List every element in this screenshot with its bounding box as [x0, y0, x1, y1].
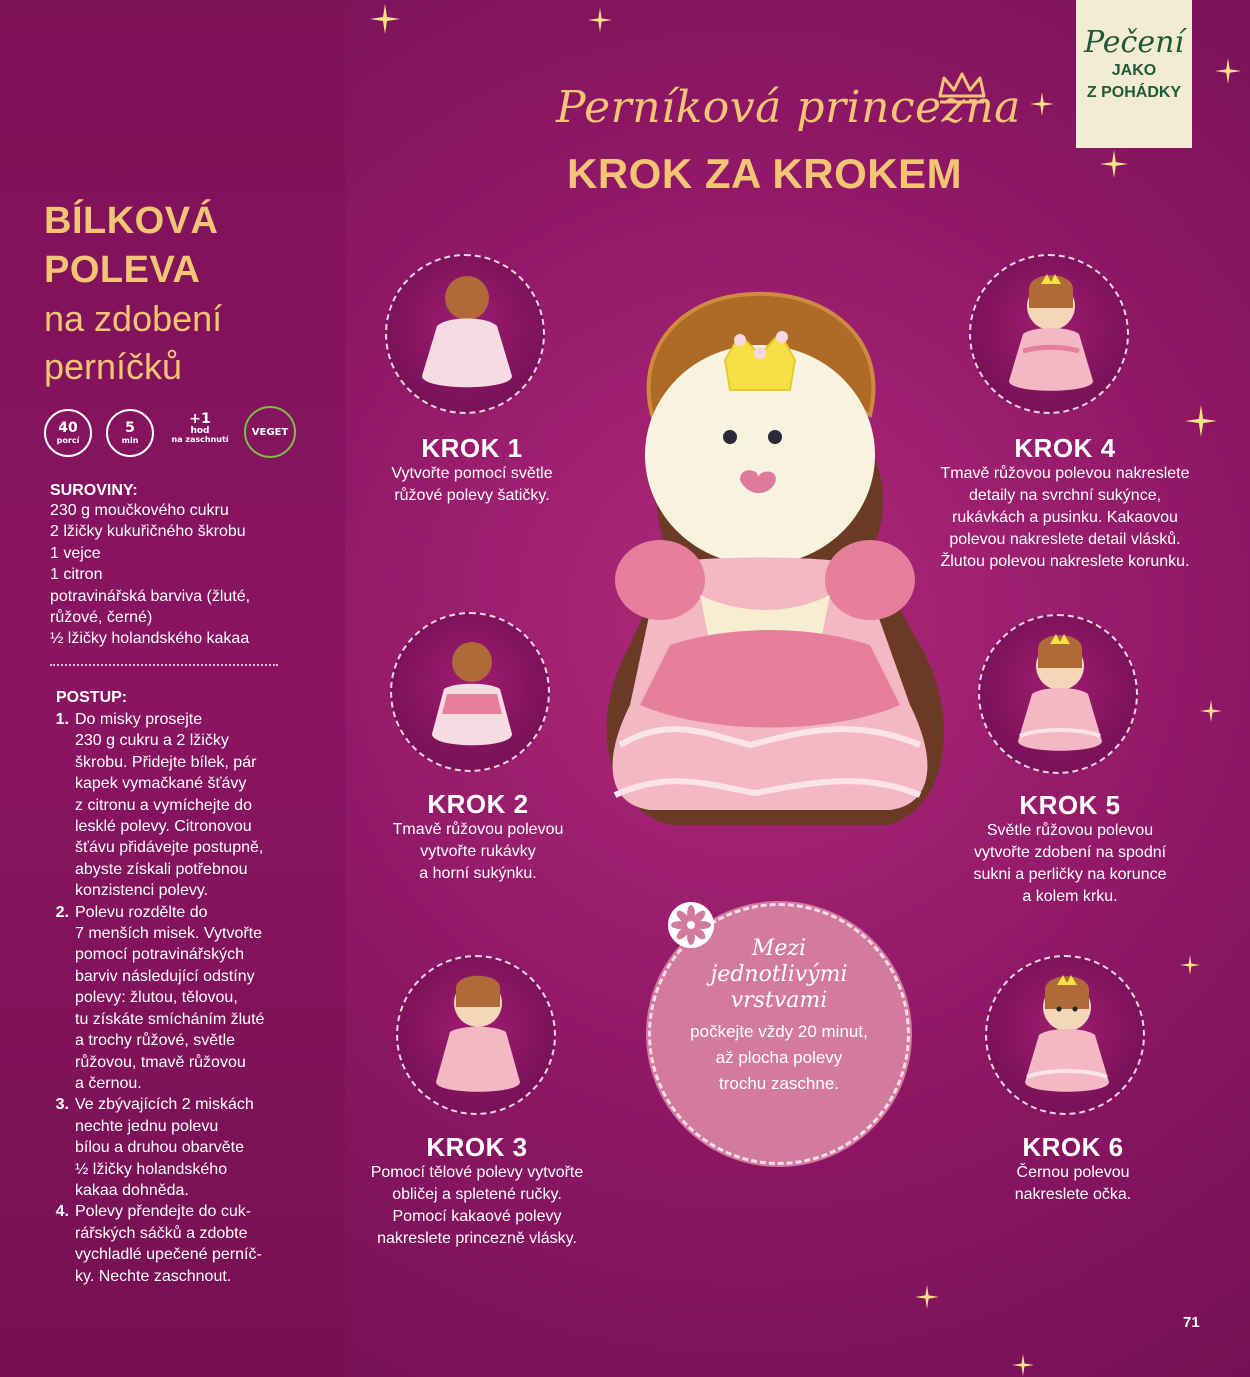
ingredients-list	[50, 500, 310, 650]
step-line: polevy: žlutou, tělovou,	[75, 989, 238, 1007]
drying-time-value: +1	[189, 411, 211, 427]
princess-cookie-image	[590, 265, 950, 875]
step-line: kapek vymačkané šťávy	[75, 775, 247, 793]
tip-script-line: Mezi	[751, 936, 807, 961]
method-step	[50, 902, 290, 1095]
step-line: lesklé polevy. Citronovou	[75, 818, 252, 836]
crown-icon	[934, 66, 990, 108]
step1-line: růžové polevy šatičky.	[394, 487, 550, 504]
step-line: z citronu a vymíchejte do	[75, 796, 252, 814]
step-line: škrobu. Přidejte bílek, pár	[75, 753, 257, 771]
step-text	[75, 902, 290, 1095]
section-tag	[1076, 0, 1192, 148]
step1-line: Vytvořte pomocí světle	[391, 465, 553, 482]
step4-line: polevou nakreslete detail vlásků.	[949, 531, 1181, 548]
step4-photo	[969, 254, 1129, 414]
step-line: růžovou, tmavě růžovou	[75, 1053, 246, 1071]
portions-value: 40	[58, 420, 78, 436]
tag-line1: Pečení	[1083, 25, 1185, 60]
method-steps	[50, 709, 290, 1287]
page-number: 71	[1183, 1314, 1200, 1331]
step5-text	[940, 820, 1200, 908]
step-line: tu získáte smícháním žluté	[75, 1010, 265, 1028]
method-heading: POSTUP:	[56, 689, 128, 706]
step4-heading: KROK 4	[1014, 433, 1116, 463]
step-text	[75, 709, 290, 902]
recipe-title-line2: POLEVA	[44, 249, 201, 291]
time-badge	[106, 409, 154, 457]
step4-line: Žlutou polevou nakreslete korunku.	[940, 553, 1190, 570]
step2-line: Tmavě růžovou polevou	[392, 821, 564, 838]
method-step	[50, 709, 290, 902]
step2-heading: KROK 2	[427, 789, 529, 819]
step-line: barviv následující odstíny	[75, 967, 255, 985]
step3-heading: KROK 3	[426, 1132, 528, 1162]
step-text	[75, 1094, 290, 1201]
tip-text-line: počkejte vždy 20 minut,	[690, 1022, 868, 1041]
step-number: 1.	[55, 711, 69, 728]
portions-unit: porcí	[56, 436, 80, 445]
step5-line: vytvořte zdobení na spodní	[973, 844, 1167, 861]
step5-heading: KROK 5	[1019, 790, 1121, 820]
step-number: 4.	[55, 1203, 69, 1221]
step1-heading: KROK 1	[421, 433, 523, 463]
step6-photo	[985, 955, 1145, 1115]
step3-photo	[396, 955, 556, 1115]
step2-text	[358, 819, 598, 885]
ingredient-item: potravinářská barviva (žluté,	[50, 587, 251, 605]
step3-text	[337, 1162, 617, 1250]
step-number: 2.	[55, 903, 69, 921]
step5-line: Světle růžovou polevou	[986, 822, 1154, 839]
step6-text	[963, 1162, 1183, 1206]
method-step	[50, 1094, 290, 1201]
ingredient-item: 230 g moučkového cukru	[50, 502, 229, 519]
step-line: 230 g cukru a 2 lžičky	[75, 732, 229, 750]
step-line: 7 menších misek. Vytvořte	[75, 925, 263, 943]
sparkle-icon	[1185, 405, 1217, 437]
ingredient-item: růžové, černé)	[50, 609, 153, 627]
step2-line: a horní sukýnku.	[419, 865, 537, 882]
step-line: Do misky prosejte	[75, 711, 203, 728]
article-script-title: Perníková princezna	[556, 82, 1021, 133]
sparkle-icon	[1180, 955, 1200, 975]
step6-line: Černou polevou	[1016, 1164, 1130, 1181]
step6-line: nakreslete očka.	[1014, 1186, 1132, 1203]
step-text	[75, 1201, 290, 1287]
step4-text	[925, 463, 1205, 573]
step-line: rářských sáčků a zdobte	[75, 1224, 248, 1242]
step-line: šťávu přidávejte postupně,	[75, 839, 264, 857]
time-unit: min	[121, 436, 139, 445]
sparkle-icon	[1100, 150, 1128, 178]
step-line: konzistenci polevy.	[75, 882, 209, 900]
drying-time-unit: hod	[190, 425, 210, 436]
ingredient-item: 1 vejce	[50, 544, 101, 562]
drying-time-note: na zaschnutí	[171, 435, 229, 445]
step3-line: Pomocí tělové polevy vytvořte	[370, 1164, 584, 1181]
cookie-step3-icon	[398, 957, 556, 1115]
ingredient-item: ½ lžičky holandského kakaa	[50, 630, 250, 648]
ingredients-heading: SUROVINY:	[50, 482, 138, 499]
time-value: 5	[125, 420, 135, 436]
sparkle-icon	[588, 8, 612, 32]
step-line: pomocí potravinářských	[75, 946, 244, 964]
step1-photo	[385, 254, 545, 414]
tip-text	[651, 1019, 907, 1097]
step-line: nechte jednu polevu	[75, 1117, 219, 1135]
step-line: Polevu rozdělte do	[75, 903, 208, 921]
divider	[50, 664, 278, 666]
step-line: bílou a druhou obarvěte	[75, 1139, 245, 1157]
tag-line3: Z POHÁDKY	[1086, 84, 1182, 101]
sparkle-icon	[1215, 58, 1241, 84]
step3-line: Pomocí kakaové polevy	[392, 1208, 562, 1225]
drying-time-badge	[166, 412, 234, 445]
cookie-step1-icon	[387, 256, 545, 414]
tip-script-line: vrstvami	[730, 988, 828, 1013]
step4-line: detaily na svrchní sukýnce,	[968, 487, 1162, 504]
cookie-step6-icon	[987, 957, 1145, 1115]
tag-line2: JAKO	[1111, 62, 1157, 79]
portions-badge	[44, 409, 92, 457]
vegetarian-badge	[244, 406, 296, 458]
step3-line: nakreslete princezně vlásky.	[377, 1230, 577, 1247]
cookie-step4-icon	[971, 256, 1129, 414]
recipe-subtitle-line2: perníčků	[44, 346, 183, 387]
step-line: Ve zbývajících 2 miskách	[75, 1096, 254, 1114]
step2-line: vytvořte rukávky	[420, 843, 536, 860]
step4-line: Tmavě růžovou polevou nakreslete	[940, 465, 1190, 482]
recipe-title-line1: BÍLKOVÁ	[44, 200, 219, 242]
step-line: kakaa dohněda.	[75, 1181, 189, 1199]
flower-icon	[666, 900, 716, 950]
recipe-subtitle-line1: na zdobení	[44, 298, 223, 339]
step-line: ½ lžičky holandského	[75, 1160, 228, 1178]
ingredient-item: 2 lžičky kukuřičného škrobu	[50, 523, 246, 541]
step5-line: sukni a perličky na korunce	[973, 866, 1167, 883]
sparkle-icon	[1030, 92, 1054, 116]
step-number: 3.	[55, 1096, 69, 1114]
sparkle-icon	[1200, 700, 1222, 722]
sparkle-icon	[370, 4, 400, 34]
ingredient-item: 1 citron	[50, 566, 103, 584]
step3-line: obličej a spletené ručky.	[392, 1186, 562, 1203]
step-line: Polevy přendejte do cuk-	[75, 1203, 252, 1221]
vegetarian-label: VEGET	[251, 426, 289, 438]
step-line: vychladlé upečené perníč-	[75, 1246, 262, 1264]
sparkle-icon	[1012, 1354, 1034, 1376]
sparkle-icon	[915, 1285, 939, 1309]
tip-text-line: trochu zaschne.	[718, 1074, 839, 1093]
method-step	[50, 1201, 290, 1287]
cookie-step2-icon	[392, 614, 550, 772]
cookie-step5-icon	[980, 616, 1138, 774]
tip-text-line: až plocha polevy	[715, 1048, 843, 1067]
tip-script-line: jednotlivými	[710, 962, 848, 987]
step-line: a černou.	[75, 1074, 142, 1092]
step5-photo	[978, 614, 1138, 774]
step6-heading: KROK 6	[1022, 1132, 1124, 1162]
step1-text	[352, 463, 592, 507]
step4-line: rukávkách a pusinku. Kakaovou	[952, 509, 1178, 526]
step2-photo	[390, 612, 550, 772]
step5-line: a kolem krku.	[1022, 888, 1118, 905]
article-subtitle: KROK ZA KROKEM	[567, 150, 963, 197]
step-line: a trochy růžové, světle	[75, 1032, 236, 1050]
step-line: ky. Nechte zaschnout.	[75, 1267, 232, 1285]
step-line: abyste získali potřebnou	[75, 860, 248, 878]
